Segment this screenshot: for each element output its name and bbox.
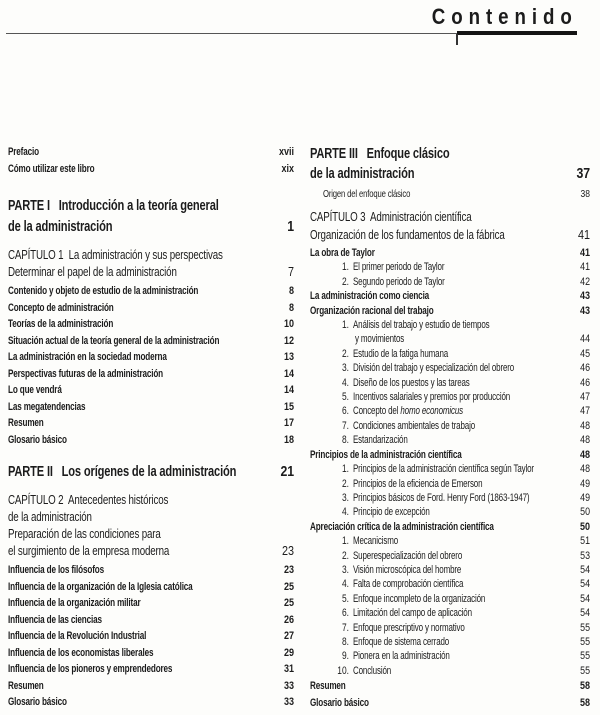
toc-line xyxy=(310,433,590,447)
entry-page: 29 xyxy=(283,646,294,659)
entry-text: Conclusión xyxy=(353,664,392,677)
item-number: 3. xyxy=(341,491,349,504)
toc-line xyxy=(310,477,590,491)
entry-text: Pionera en la administración xyxy=(353,650,450,663)
entry-page: 48 xyxy=(580,434,590,447)
entry-text: Glosario básico xyxy=(8,433,67,446)
toc-line xyxy=(310,361,590,375)
entry-text: Apreciación crítica de la administración científica xyxy=(310,520,494,533)
toc-line xyxy=(310,695,590,712)
toc-line xyxy=(310,621,590,635)
toc-entry-bold xyxy=(310,695,590,712)
toc-line xyxy=(8,161,294,178)
item-number: 1. xyxy=(341,463,349,476)
toc-line xyxy=(310,606,590,620)
entry-page: 55 xyxy=(580,650,590,663)
item-number: 8. xyxy=(341,635,349,648)
toc-entry-front xyxy=(8,161,294,178)
entry-text: CAPÍTULO 2 Antecedentes históricos xyxy=(8,492,169,507)
entry-text: PARTE I Introducción a la teoría general xyxy=(8,197,219,214)
entry-page: 41 xyxy=(577,226,590,242)
entry-text: Preparación de las condiciones para xyxy=(8,526,161,541)
toc-entry-bold xyxy=(8,645,294,662)
toc-line xyxy=(310,563,590,577)
toc-entry-item xyxy=(310,664,590,678)
entry-text: Principios de la administración científica xyxy=(310,448,462,461)
toc-left-column xyxy=(8,144,294,712)
toc-entry-bold xyxy=(8,661,294,678)
entry-page: 43 xyxy=(579,304,590,317)
entry-page: 51 xyxy=(580,535,590,548)
entry-text: CAPÍTULO 1 La administración y sus perspectivas xyxy=(8,247,223,262)
entry-page: 47 xyxy=(580,391,590,404)
entry-page: 55 xyxy=(580,664,590,677)
toc-line xyxy=(310,347,590,361)
entry-text: de la administración xyxy=(8,509,92,524)
toc-line xyxy=(310,534,590,548)
entry-text: Resumen xyxy=(8,417,44,429)
toc-line xyxy=(310,226,590,244)
toc-entry-item xyxy=(310,491,590,505)
toc-line xyxy=(8,399,294,416)
entry-text: Visión microscópica del hombre xyxy=(353,563,462,576)
entry-page: 14 xyxy=(283,367,294,380)
toc-entry-item xyxy=(310,318,590,347)
entry-text: y movimientos xyxy=(355,333,405,346)
toc-entry-bold xyxy=(310,289,590,303)
toc-line xyxy=(8,661,294,678)
page-title: Contenido xyxy=(431,4,578,29)
toc-line xyxy=(8,333,294,350)
toc-right-column xyxy=(310,144,590,712)
entry-page: 54 xyxy=(580,578,590,591)
toc-entry-bold xyxy=(8,333,294,350)
entry-text: Estandarización xyxy=(353,434,408,447)
toc-line xyxy=(8,432,294,449)
item-number: 7. xyxy=(341,621,349,634)
header-rule-tick xyxy=(456,34,458,45)
toc-entry-item xyxy=(310,505,590,519)
entry-page: 58 xyxy=(579,697,590,710)
toc-entry-item xyxy=(310,347,590,361)
entry-text: Condiciones ambientales de trabajo xyxy=(353,419,475,432)
toc-line xyxy=(8,461,294,482)
toc-entry-bold xyxy=(8,283,294,300)
entry-page: 1 xyxy=(287,218,294,235)
toc-entry-chapter xyxy=(8,246,294,280)
toc-line xyxy=(8,349,294,366)
toc-entry-item xyxy=(310,433,590,447)
toc-line xyxy=(310,577,590,591)
toc-line xyxy=(310,592,590,606)
toc-entry-item xyxy=(310,419,590,433)
toc-entry-bold xyxy=(8,432,294,449)
entry-text: Organización racional del trabajo xyxy=(310,304,434,317)
entry-text: Cómo utilizar este libro xyxy=(8,163,95,175)
header-rule xyxy=(6,33,576,34)
entry-page: 48 xyxy=(579,448,590,461)
entry-page: 53 xyxy=(580,549,590,562)
toc-line xyxy=(8,542,294,559)
entry-text: División del trabajo y especialización del obrero xyxy=(353,362,515,375)
toc-entry-bold xyxy=(310,520,590,534)
toc-line xyxy=(310,505,590,519)
entry-page: 37 xyxy=(576,165,590,182)
toc-entry-part xyxy=(8,461,294,482)
toc-line xyxy=(310,491,590,505)
toc-entry-bold xyxy=(8,366,294,383)
toc-line xyxy=(8,366,294,383)
toc-entry-item xyxy=(310,477,590,491)
entry-text: Resumen xyxy=(8,679,44,692)
entry-text: Principios de la administración científica según Taylor xyxy=(353,463,534,476)
entry-text: PARTE III Enfoque clásico xyxy=(310,145,450,162)
toc-entry-bold xyxy=(310,678,590,695)
toc-entry-item xyxy=(310,621,590,635)
toc-line xyxy=(310,164,590,184)
toc-line xyxy=(8,694,294,711)
toc-entry-item xyxy=(310,376,590,390)
entry-page: 25 xyxy=(283,597,294,609)
item-number: 1. xyxy=(341,261,349,274)
entry-text: Diseño de los puestos y las tareas xyxy=(353,376,470,389)
toc-line xyxy=(8,595,294,612)
toc-entry-bold xyxy=(8,316,294,333)
item-number: 6. xyxy=(341,607,349,620)
entry-page: 45 xyxy=(580,347,590,360)
entry-text: Influencia de los filósofos xyxy=(8,564,104,576)
entry-page: 44 xyxy=(580,333,590,346)
entry-page: 41 xyxy=(580,261,590,274)
entry-text: Origen del enfoque clásico xyxy=(323,189,411,200)
entry-text: Enfoque prescriptivo y normativo xyxy=(353,621,465,634)
toc-line xyxy=(310,520,590,534)
toc-entry-item xyxy=(310,606,590,620)
toc-entry-item xyxy=(310,649,590,663)
toc-entry-item xyxy=(310,635,590,649)
toc-entry-bold xyxy=(8,678,294,695)
entry-text: Superespecialización del obrero xyxy=(353,549,463,562)
entry-page: 23 xyxy=(283,564,294,576)
entry-text: El primer periodo de Taylor xyxy=(353,261,445,274)
entry-text: La administración en la sociedad moderna xyxy=(8,351,167,363)
toc-entry-chapter xyxy=(8,491,294,559)
entry-text: Contenido y objeto de estudio de la administración xyxy=(8,285,199,297)
toc-entry-bold xyxy=(8,349,294,366)
entry-text: CAPÍTULO 3 Administración científica xyxy=(310,209,472,224)
toc-line xyxy=(8,628,294,645)
toc-line xyxy=(8,216,294,237)
toc-entry-bold xyxy=(8,300,294,317)
entry-text: Influencia de las ciencias xyxy=(8,613,102,626)
entry-text: Enfoque de sistema cerrado xyxy=(353,635,450,648)
entry-page: 25 xyxy=(283,580,294,593)
entry-page: 54 xyxy=(580,563,590,576)
entry-text: Mecanicismo xyxy=(353,535,399,548)
entry-text: Lo que vendrá xyxy=(8,384,62,396)
entry-page: 55 xyxy=(580,635,590,648)
toc-line xyxy=(310,144,590,164)
entry-text: Influencia de la organización militar xyxy=(8,597,141,609)
entry-text: Perspectivas futuras de la administración xyxy=(8,367,163,380)
toc-entry-item xyxy=(310,563,590,577)
item-number: 5. xyxy=(341,391,349,404)
item-number: 5. xyxy=(341,592,349,605)
entry-page: 15 xyxy=(283,400,294,413)
entry-page: 55 xyxy=(580,621,590,634)
toc-line xyxy=(310,246,590,260)
toc-entry-bold xyxy=(310,304,590,318)
toc-columns xyxy=(8,144,590,712)
entry-text: Concepto del homo economicus xyxy=(353,405,464,418)
entry-text: La administración como ciencia xyxy=(310,290,430,303)
toc-line xyxy=(8,246,294,263)
toc-line xyxy=(310,304,590,318)
entry-text: de la administración xyxy=(310,165,415,182)
toc-line xyxy=(8,382,294,399)
entry-text: Enfoque incompleto de la organización xyxy=(353,592,486,605)
entry-text: Resumen xyxy=(310,680,346,693)
toc-entry-bold xyxy=(8,595,294,612)
toc-line xyxy=(8,283,294,300)
entry-text: Análisis del trabajo y estudio de tiempos xyxy=(353,319,490,332)
toc-line xyxy=(310,275,590,289)
toc-line xyxy=(310,419,590,433)
entry-text: PARTE II Los orígenes de la administración xyxy=(8,463,237,480)
entry-text: Determinar el papel de la administración xyxy=(8,264,177,279)
entry-page: 31 xyxy=(283,663,294,675)
item-number: 7. xyxy=(341,419,349,432)
toc-line xyxy=(310,404,590,418)
item-number: 2. xyxy=(341,549,349,562)
entry-page: 49 xyxy=(580,491,590,504)
entry-text: Concepto de administración xyxy=(8,301,114,314)
entry-text: Teorías de la administración xyxy=(8,318,114,330)
toc-entry-bold xyxy=(8,399,294,416)
toc-entry-bold xyxy=(8,628,294,645)
toc-line xyxy=(310,289,590,303)
entry-page: 50 xyxy=(580,506,590,519)
toc-line xyxy=(8,316,294,333)
entry-page: 8 xyxy=(288,301,294,314)
entry-text: Glosario básico xyxy=(310,697,369,710)
entry-text: Glosario básico xyxy=(8,696,67,708)
item-number: 3. xyxy=(341,362,349,375)
header-rule-thick-segment xyxy=(457,31,577,35)
entry-page: 33 xyxy=(283,696,294,708)
toc-line xyxy=(8,263,294,280)
toc-entry-item xyxy=(310,549,590,563)
entry-text: La obra de Taylor xyxy=(310,247,375,259)
entry-page: 10 xyxy=(283,318,294,330)
entry-text: Principio de excepción xyxy=(353,506,430,519)
item-number: 4. xyxy=(341,506,349,519)
toc-line xyxy=(8,508,294,525)
entry-text: Principios básicos de Ford. Henry Ford (1863-1947) xyxy=(353,491,530,504)
entry-page: 49 xyxy=(580,477,590,490)
entry-text: Estudio de la fatiga humana xyxy=(353,347,449,360)
toc-line xyxy=(8,562,294,579)
toc-line xyxy=(8,195,294,216)
item-number: 2. xyxy=(341,275,349,288)
entry-text: Influencia de los pioneros y emprendedores xyxy=(8,663,173,675)
entry-text: Influencia de la Revolución Industrial xyxy=(8,630,147,642)
item-number: 1. xyxy=(341,535,349,548)
entry-text: de la administración xyxy=(8,218,113,235)
item-number: 4. xyxy=(341,578,349,591)
entry-page: 23 xyxy=(281,543,294,558)
entry-page: 54 xyxy=(580,592,590,605)
toc-line xyxy=(8,579,294,596)
toc-entry-small xyxy=(310,187,590,202)
toc-line xyxy=(8,678,294,695)
item-number: 8. xyxy=(341,434,349,447)
entry-page: xix xyxy=(281,163,294,175)
toc-entry-item xyxy=(310,404,590,418)
entry-text: Principios de la eficiencia de Emerson xyxy=(353,477,483,490)
entry-page: xvii xyxy=(278,146,294,158)
item-number: 1. xyxy=(341,319,349,332)
entry-page: 43 xyxy=(579,290,590,303)
toc-entry-part xyxy=(310,144,590,184)
toc-entry-bold xyxy=(8,382,294,399)
entry-page: 58 xyxy=(579,680,590,693)
toc-entry-front xyxy=(8,144,294,161)
entry-text: Organización de los fundamentos de la fábrica xyxy=(310,226,505,242)
toc-entry-item xyxy=(310,534,590,548)
item-number: 10. xyxy=(337,664,349,677)
item-number: 2. xyxy=(341,477,349,490)
toc-entry-item xyxy=(310,577,590,591)
toc-entry-bold xyxy=(8,415,294,432)
toc-entry-bold xyxy=(8,579,294,596)
item-number: 4. xyxy=(341,376,349,389)
toc-entry-item xyxy=(310,592,590,606)
entry-page: 7 xyxy=(287,264,294,279)
toc-entry-item xyxy=(310,275,590,289)
entry-page: 21 xyxy=(280,463,294,480)
entry-page: 12 xyxy=(283,334,294,347)
toc-line xyxy=(310,260,590,274)
toc-line xyxy=(8,415,294,432)
item-number: 6. xyxy=(341,405,349,418)
entry-text: Influencia de la organización de la Iglesia católica xyxy=(8,580,193,593)
entry-page: 48 xyxy=(580,463,590,476)
toc-entry-bold xyxy=(310,448,590,462)
entry-text: Las megatendencias xyxy=(8,400,86,413)
entry-page: 48 xyxy=(580,419,590,432)
entry-page: 14 xyxy=(283,384,294,396)
toc-line xyxy=(8,525,294,542)
entry-text: Falta de comprobación científica xyxy=(353,578,464,591)
entry-page: 33 xyxy=(283,679,294,692)
toc-line xyxy=(310,332,590,346)
item-number: 2. xyxy=(341,347,349,360)
entry-page: 46 xyxy=(580,376,590,389)
entry-text: Segundo periodo de Taylor xyxy=(353,275,445,288)
entry-text: Limitación del campo de aplicación xyxy=(353,607,472,620)
toc-line xyxy=(310,664,590,678)
entry-page: 8 xyxy=(288,285,294,297)
entry-page: 42 xyxy=(580,275,590,288)
toc-line xyxy=(310,462,590,476)
toc-line xyxy=(310,635,590,649)
toc-line xyxy=(310,376,590,390)
entry-text: Influencia de los economistas liberales xyxy=(8,646,154,659)
toc-line xyxy=(310,318,590,332)
toc-line xyxy=(8,300,294,317)
entry-text: Situación actual de la teoría general de la administración xyxy=(8,334,220,347)
toc-entry-bold xyxy=(8,612,294,629)
toc-line xyxy=(310,208,590,226)
entry-page: 27 xyxy=(283,630,294,642)
entry-page: 13 xyxy=(283,351,294,363)
toc-entry-bold xyxy=(8,562,294,579)
entry-page: 41 xyxy=(579,247,590,259)
entry-page: 50 xyxy=(579,520,590,533)
toc-entry-part xyxy=(8,195,294,237)
entry-page: 17 xyxy=(283,417,294,429)
entry-text: Incentivos salariales y premios por producción xyxy=(353,391,511,404)
toc-line xyxy=(310,678,590,695)
toc-entry-item xyxy=(310,260,590,274)
toc-entry-bold xyxy=(310,246,590,260)
entry-text: el surgimiento de la empresa moderna xyxy=(8,543,170,558)
entry-text: Prefacio xyxy=(8,146,39,158)
entry-page: 54 xyxy=(580,607,590,620)
entry-page: 47 xyxy=(580,405,590,418)
toc-line xyxy=(310,649,590,663)
toc-line xyxy=(8,144,294,161)
toc-entry-bold xyxy=(8,694,294,711)
entry-page: 18 xyxy=(283,433,294,446)
toc-line xyxy=(8,612,294,629)
toc-entry-chapter xyxy=(310,208,590,243)
toc-line xyxy=(8,645,294,662)
item-number: 9. xyxy=(341,650,349,663)
toc-line xyxy=(310,549,590,563)
toc-line xyxy=(310,448,590,462)
toc-line xyxy=(310,187,590,202)
toc-line xyxy=(310,390,590,404)
entry-page: 38 xyxy=(580,189,590,200)
toc-entry-item xyxy=(310,361,590,375)
entry-page: 26 xyxy=(283,613,294,626)
toc-entry-item xyxy=(310,390,590,404)
toc-line xyxy=(8,491,294,508)
entry-page: 46 xyxy=(580,362,590,375)
item-number: 3. xyxy=(341,563,349,576)
toc-entry-item xyxy=(310,462,590,476)
